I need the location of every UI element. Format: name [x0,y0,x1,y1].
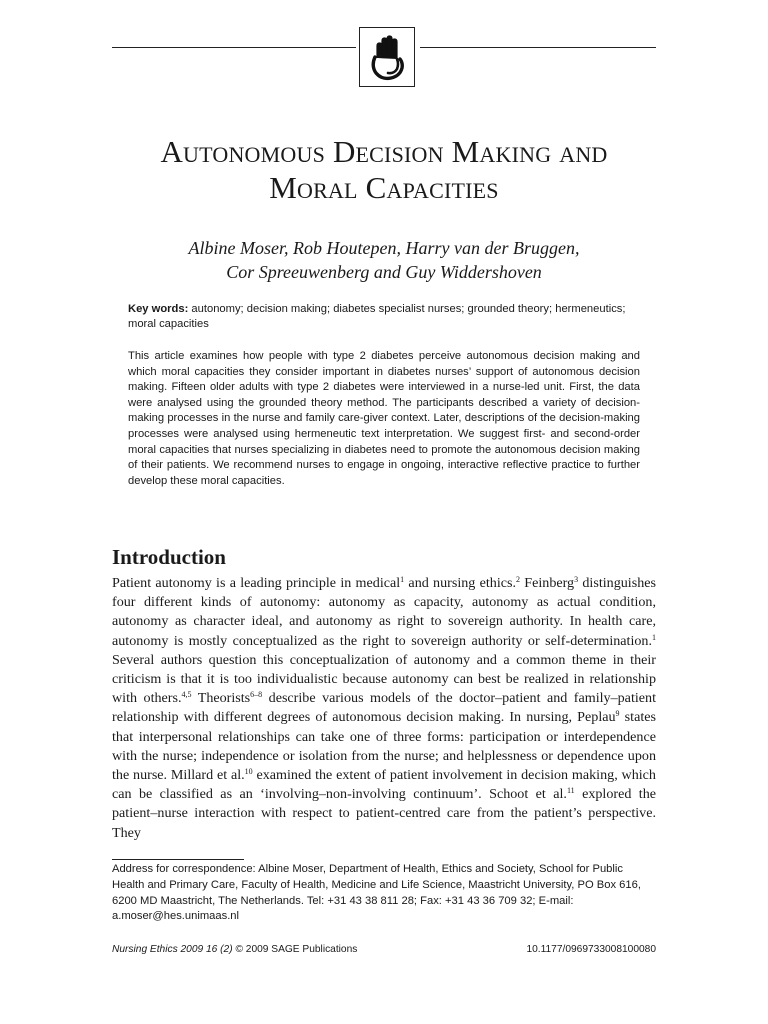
intro-text-4: distinguishes four different kinds of autonomy: autonomy as capacity, autonomy as actual condition, autonomy as character ideal, and autonomy as right to sovereign authority. In health care, autonomy is mostly conceptualized as the right to sovereign authority or self-determination. [112,575,656,649]
journal-citation [112,943,357,957]
introduction-paragraph [112,574,656,843]
intro-text-9: examined the extent of patient involvement in decision making, which can be classified as an ‘involving–non-involving continuum’. Schoot et al. [112,767,656,803]
correspondence-footnote: Address for correspondence: Albine Moser, Department of Health, Ethics and Society, School for Public Health and Primary Care, Faculty of Health, Medicine and Life Science, Maastricht University, PO Box 616, 6200 MD Maastricht, The Netherlands. Tel: +31 43 38 811 28; Fax: +31 43 36 709 32; E-mail: a.moser@hes.unimaas.nl [112,863,641,923]
authors-line-2: Cor Spreeuwenberg and Guy Widdershoven [226,262,542,282]
title-line-2: Moral Capacities [269,170,499,205]
hand-circle-logo-icon [360,28,416,88]
citation-6: 6–8 [250,690,263,700]
author-list [80,236,688,284]
article-title [80,134,688,206]
citation-8: 10 [244,767,253,777]
keywords-label: Key words: [128,303,189,315]
intro-text-7: describe various models of the doctor–patient and family–patient relationship with different degrees of autonomous decision making. In nursing, Peplau [112,690,656,726]
citation-2: 2 [516,575,520,584]
intro-text-8: states that interpersonal relationships can take one of three forms: participation or interdependence with the nurse; independence or isolation from the nurse; and helplessness or dependence upon the nurse. Millard et al. [112,709,656,784]
intro-text-3: Feinberg [520,575,575,591]
citation-5: 4,5 [181,690,192,700]
header-rule-left [112,47,356,48]
intro-text-5: Several authors question this conceptualization of autonomy and a common theme in their criticism is that it is too individualistic because autonomy can best be realized in relationship with others. [112,651,656,707]
intro-text-2: and nursing ethics. [404,575,516,591]
citation-3: 3 [574,575,579,584]
abstract: This article examines how people with type 2 diabetes perceive autonomous decision making and which moral capacities they consider important in diabetes nurses’ support of autonomous decision making. Fifteen older adults with type 2 diabetes were interviewed in a nurse-led unit. First, the data were analysed using the grounded theory method. The participants described a variety of decision-making processes in the nurse and family care-giver context. Later, descriptions of the decision-making processes were analysed using hermeneutic text interpretation. We suggest first- and second-order moral capacities that nurses specializing in diabetes need to promote the autonomous decision making of their patients. We recommend nurses to engage in ongoing, interactive reflective practice to further develop these moral capacities. [128,350,640,487]
header-rule-right [420,47,656,48]
citation-4: 1 [652,632,656,642]
keywords-text: autonomy; decision making; diabetes specialist nurses; grounded theory; hermeneutics; moral capacities [128,303,626,330]
citation-1: 1 [400,575,405,584]
footnote-rule [112,859,244,860]
citation-7: 9 [615,709,620,719]
title-line-1: Autonomous Decision Making and [160,134,608,169]
authors-line-1: Albine Moser, Rob Houtepen, Harry van der Bruggen, [188,238,580,258]
keywords-block [128,302,640,332]
intro-text-10: explored the patient–nurse interaction with respect to patient-centred care from the patient’s perspective. They [112,786,656,841]
intro-text-1: Patient autonomy is a leading principle in medical [112,575,401,591]
journal-logo [359,27,415,87]
citation-9: 11 [566,786,575,796]
section-heading-introduction: Introduction [112,545,226,569]
intro-text-6: Theorists [191,690,251,707]
doi: 10.1177/0969733008100080 [526,944,656,955]
copyright: © 2009 SAGE Publications [232,944,358,955]
journal-name: Nursing Ethics 2009 16 (2) [112,944,233,955]
